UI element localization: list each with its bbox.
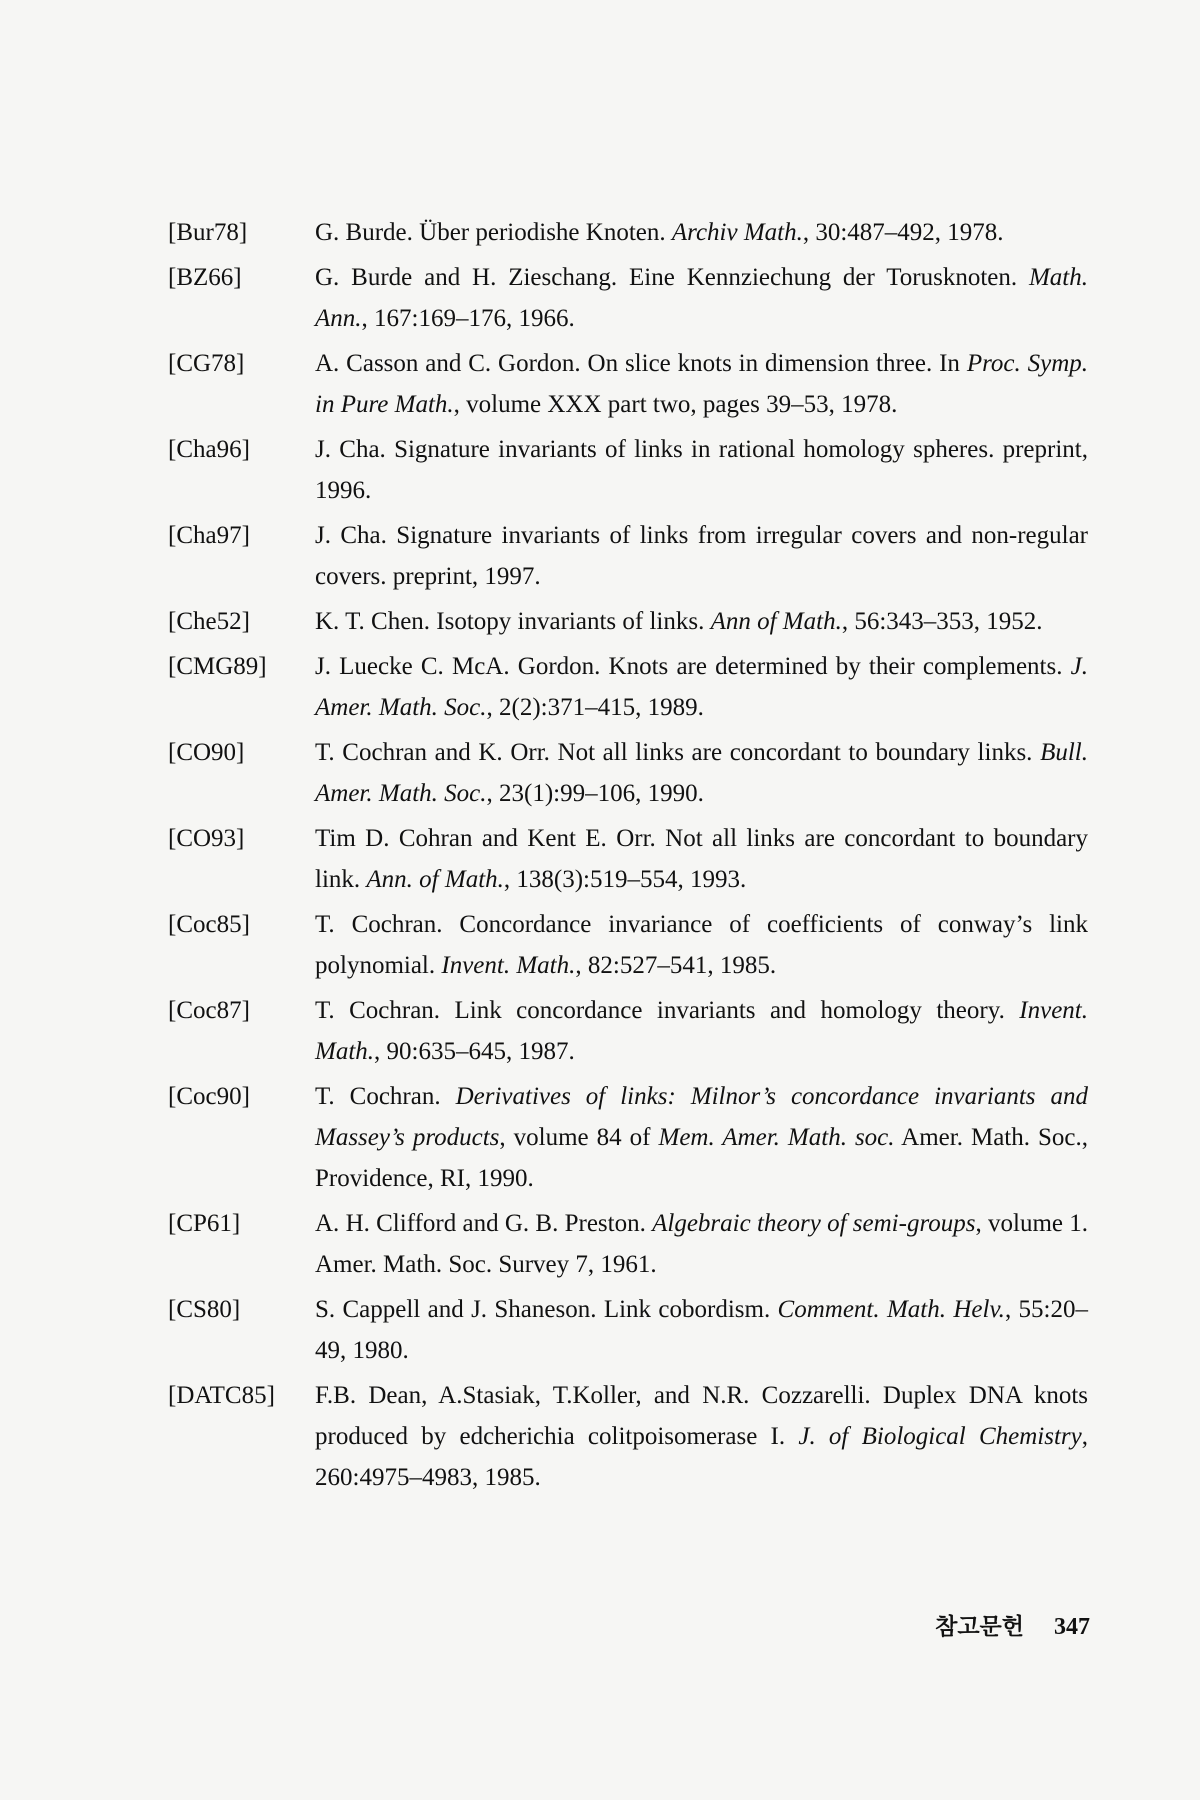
reference-key: [Bur78] — [168, 219, 248, 246]
reference-italic-segment: J. Amer. Math. Soc. — [315, 653, 1088, 721]
reference-italic-segment: Ann of Math. — [710, 608, 842, 635]
reference-key: [Coc87] — [168, 997, 250, 1024]
reference-segment: T. Cochran. Link concordance invariants and homology theory. — [315, 997, 1020, 1024]
reference-entry — [168, 818, 1088, 900]
reference-segment: Tim D. Cohran and Kent E. Orr. Not all links are concordant to boundary link. — [315, 825, 1088, 893]
reference-segment: T. Cochran. Concordance invariance of coefficients of conway’s link polynomial. — [315, 911, 1088, 979]
reference-entry — [168, 343, 1088, 425]
reference-text — [315, 732, 1088, 814]
reference-entry — [168, 904, 1088, 986]
reference-segment: , 56:343–353, 1952. — [841, 608, 1043, 635]
reference-entry — [168, 257, 1088, 339]
reference-segment: J. Cha. Signature invariants of links from irregular covers and non-regular covers. preprint, 1997. — [315, 522, 1088, 590]
reference-italic-segment: Proc. Symp. in Pure Math. — [315, 350, 1089, 418]
reference-list — [168, 212, 1088, 1502]
reference-segment: A. Casson and C. Gordon. On slice knots in dimension three. In — [315, 350, 967, 377]
reference-entry — [168, 1375, 1088, 1498]
reference-text — [315, 818, 1088, 900]
reference-text — [315, 429, 1088, 511]
reference-segment: G. Burde. Über periodishe Knoten. — [315, 219, 672, 246]
reference-key: [CMG89] — [168, 653, 267, 680]
reference-key: [Cha97] — [168, 522, 250, 549]
reference-segment: J. Luecke C. McA. Gordon. Knots are determined by their complements. — [315, 653, 1071, 680]
reference-entry — [168, 212, 1088, 253]
reference-segment: , 82:527–541, 1985. — [575, 952, 777, 979]
reference-segment: , volume 84 of — [499, 1124, 659, 1151]
reference-key: [BZ66] — [168, 264, 242, 291]
reference-segment: , 30:487–492, 1978. — [802, 219, 1004, 246]
reference-entry — [168, 429, 1088, 511]
reference-segment: T. Cochran. — [315, 1083, 456, 1110]
reference-text — [315, 515, 1088, 597]
reference-text — [315, 1375, 1088, 1498]
reference-italic-segment: Invent. Math. — [441, 952, 576, 979]
reference-text — [315, 1289, 1088, 1371]
reference-italic-segment: Comment. Math. Helv. — [777, 1296, 1005, 1323]
reference-key: [Cha96] — [168, 436, 250, 463]
reference-text — [315, 990, 1088, 1072]
reference-key: [CO93] — [168, 825, 245, 852]
reference-italic-segment: Archiv Math. — [671, 219, 803, 246]
reference-entry — [168, 646, 1088, 728]
reference-segment: T. Cochran and K. Orr. Not all links are concordant to boundary links. — [315, 739, 1041, 766]
reference-key: [Coc85] — [168, 911, 250, 938]
reference-segment: , 167:169–176, 1966. — [361, 305, 575, 332]
reference-segment: F.B. Dean, A.Stasiak, T.Koller, and N.R. Cozzarelli. Duplex DNA knots produced by edcherichia colitpoisomerase I. — [315, 1382, 1088, 1450]
reference-entry — [168, 732, 1088, 814]
reference-key: [CG78] — [168, 350, 245, 377]
reference-text — [315, 646, 1088, 728]
reference-segment: , 260:4975–4983, 1985. — [315, 1423, 1088, 1491]
reference-segment: , 55:20–49, 1980. — [315, 1296, 1088, 1364]
reference-key: [CP61] — [168, 1210, 241, 1237]
reference-italic-segment: Bull. Amer. Math. Soc. — [315, 739, 1088, 807]
reference-text — [315, 257, 1088, 339]
reference-key: [CS80] — [168, 1296, 241, 1323]
reference-key: [Che52] — [168, 608, 250, 635]
reference-text — [315, 904, 1088, 986]
reference-key: [DATC85] — [168, 1382, 275, 1409]
reference-segment: Amer. Math. Soc., Providence, RI, 1990. — [315, 1124, 1088, 1192]
reference-segment: A. H. Clifford and G. B. Preston. — [315, 1210, 653, 1237]
reference-entry — [168, 515, 1088, 597]
page-footer — [935, 1608, 1090, 1641]
reference-italic-segment: Invent. Math. — [315, 997, 1088, 1065]
reference-segment: , 90:635–645, 1987. — [374, 1038, 575, 1065]
reference-italic-segment: Ann. of Math. — [366, 866, 504, 893]
reference-segment: G. Burde and H. Zieschang. Eine Kennziechung der Torusknoten. — [315, 264, 1029, 291]
reference-text — [315, 343, 1088, 425]
reference-italic-segment: Algebraic theory of semi-groups — [652, 1210, 976, 1237]
reference-segment: K. T. Chen. Isotopy invariants of links. — [315, 608, 711, 635]
reference-entry — [168, 1203, 1088, 1285]
page-number: 347 — [1054, 1614, 1090, 1640]
reference-text — [315, 601, 1088, 642]
reference-segment: , volume 1. Amer. Math. Soc. Survey 7, 1961. — [315, 1210, 1088, 1278]
reference-italic-segment: Mem. Amer. Math. soc. — [658, 1124, 895, 1151]
reference-text — [315, 1203, 1088, 1285]
reference-entry — [168, 1076, 1088, 1199]
reference-italic-segment: Derivatives of links: Milnor’s concordance invariants and Massey’s products — [315, 1083, 1088, 1151]
reference-entry — [168, 990, 1088, 1072]
reference-italic-segment: J. of Biological Chemistry — [798, 1423, 1082, 1450]
footer-section-title: 참고문헌 — [935, 1614, 1024, 1640]
reference-entry — [168, 1289, 1088, 1371]
reference-segment: , 23(1):99–106, 1990. — [486, 780, 704, 807]
reference-segment: J. Cha. Signature invariants of links in rational homology spheres. preprint, 1996. — [315, 436, 1088, 504]
reference-italic-segment: Math. Ann. — [315, 264, 1088, 332]
reference-text — [315, 1076, 1088, 1199]
reference-key: [Coc90] — [168, 1083, 250, 1110]
reference-segment: , 138(3):519–554, 1993. — [503, 866, 747, 893]
reference-text — [315, 212, 1088, 253]
reference-segment: S. Cappell and J. Shaneson. Link cobordism. — [315, 1296, 778, 1323]
reference-entry — [168, 601, 1088, 642]
reference-segment: , 2(2):371–415, 1989. — [486, 694, 704, 721]
reference-key: [CO90] — [168, 739, 245, 766]
reference-segment: , volume XXX part two, pages 39–53, 1978. — [453, 391, 898, 418]
